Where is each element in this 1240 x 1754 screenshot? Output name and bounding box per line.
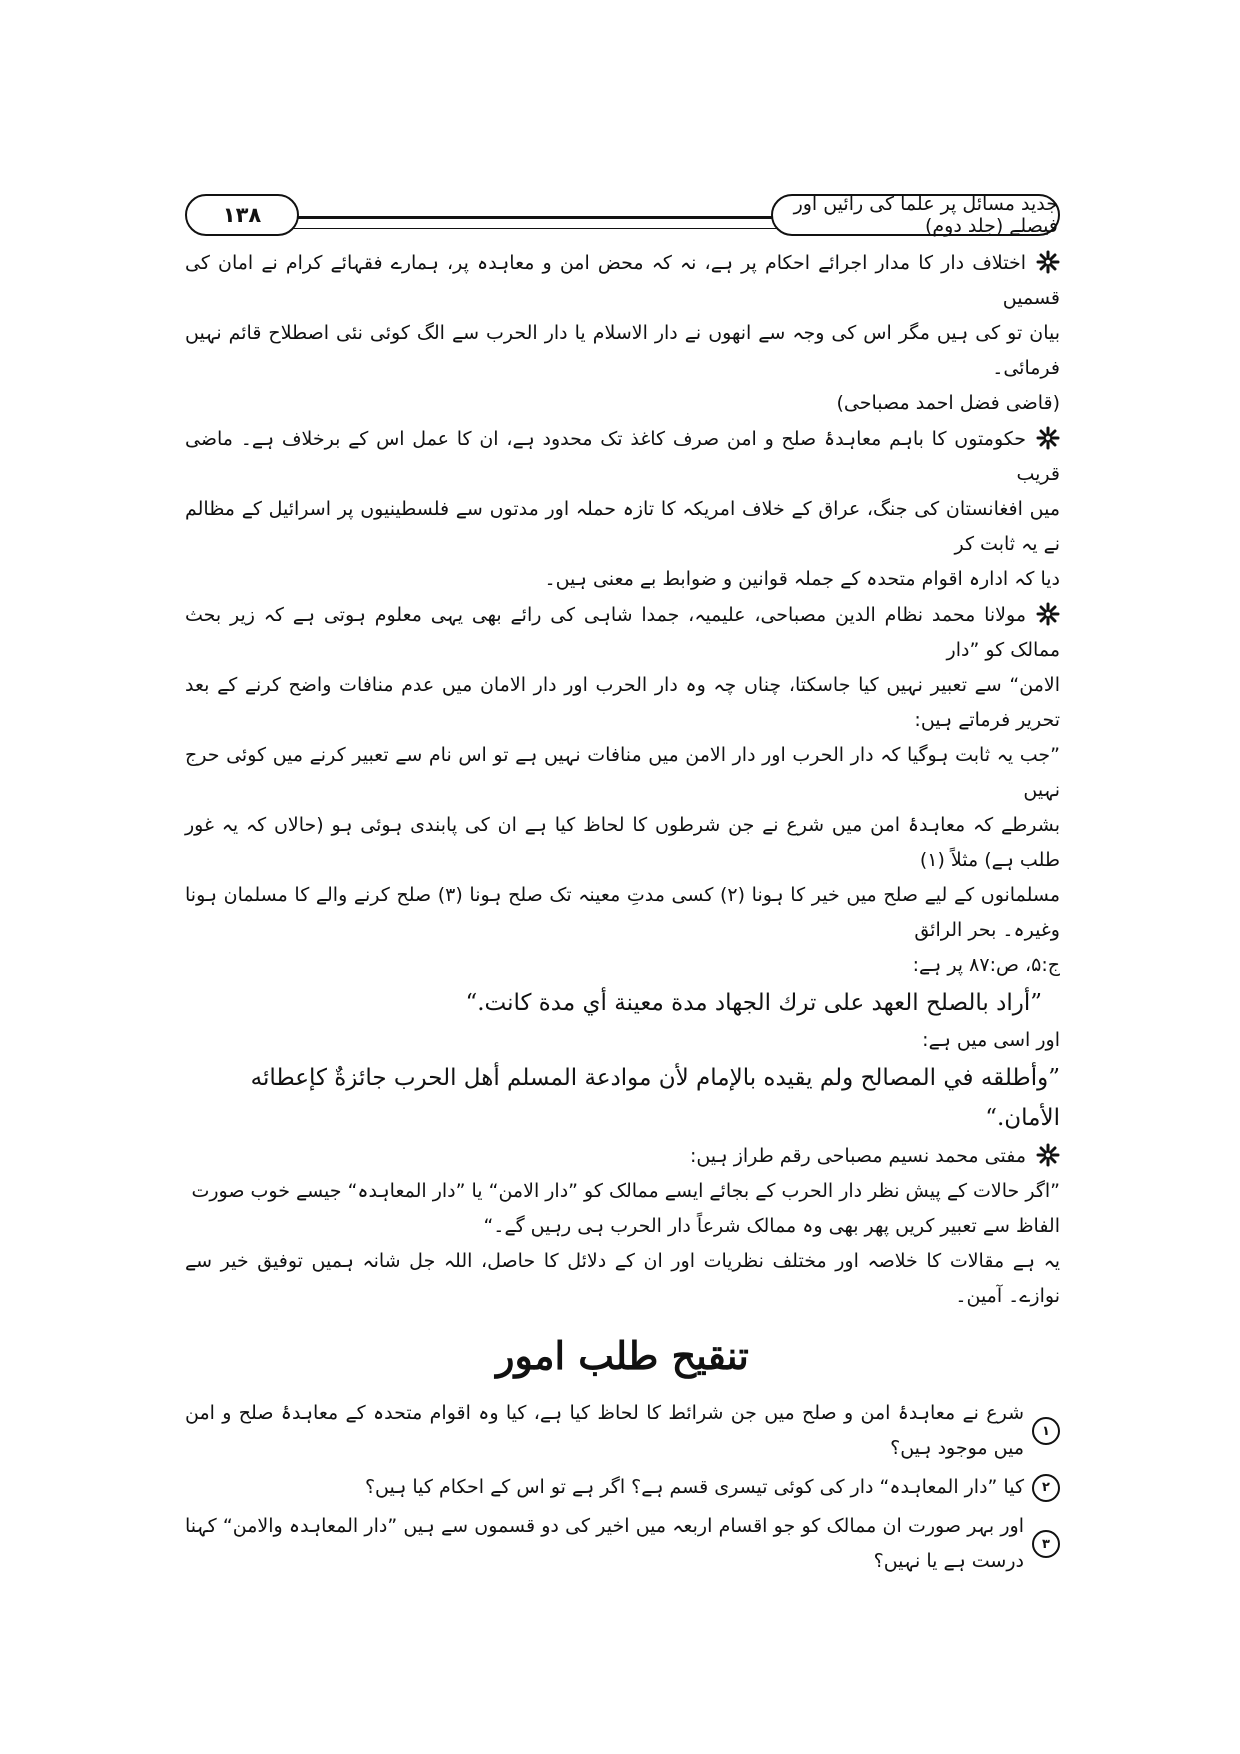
star-bullet-icon — [1036, 421, 1060, 456]
page-header — [185, 190, 1060, 236]
section-heading: تنقیح طلب امور — [496, 1333, 749, 1378]
paragraph-line: ج:۵، ص:۸۷ پر ہے: — [912, 954, 1060, 976]
quote-paragraph — [185, 738, 1060, 983]
connector-text: اور اسی میں ہے: — [922, 1029, 1060, 1051]
star-bullet-icon — [1036, 1138, 1060, 1173]
question-text: اور بہر صورت ان ممالک کو جو اقسام اربعہ میں اخیر کی دو قسموں سے ہیں ”دار المعاہدہ والامن“ کہنا درست ہے یا نہیں؟ — [185, 1515, 1024, 1572]
header-rule — [285, 216, 785, 229]
paragraph-line: دیا کہ ادارہ اقوام متحدہ کے جملہ قوانین و ضوابط بے معنی ہیں۔ — [544, 568, 1060, 590]
signature: (قاضی فضل احمد مصباحی) — [836, 392, 1060, 414]
arabic-quote-2-line: ”وأطلقه في المصالح ولم يقيده بالإمام لأن موادعة المسلم أهل الحرب جائزةٌ كإعطائه — [250, 1065, 1060, 1091]
paragraph-line: بیان تو کی ہیں مگر اس کی وجہ سے انھوں نے دار الاسلام یا دار الحرب سے الگ کوئی نئی اصطلاح قائم نہیں فرمائی۔ — [185, 322, 1060, 379]
paragraph-line: الامن“ سے تعبیر نہیں کیا جاسکتا، چناں چہ وہ دار الحرب اور دار الامان میں عدم منافات واضح کرنے کے بعد تحریر فرماتے ہیں: — [185, 674, 1060, 731]
question-text: کیا ”دار المعاہدہ“ دار کی کوئی تیسری قسم ہے؟ اگر ہے تو اس کے احکام کیا ہیں؟ — [364, 1476, 1024, 1498]
arabic-quote-1: ”أراد بالصلح العهد على ترك الجهاد مدة معينة أي مدة كانت.“ — [465, 990, 1042, 1016]
star-bullet-icon — [1036, 245, 1060, 280]
paragraph-3 — [185, 597, 1060, 738]
paragraph-2 — [185, 421, 1060, 597]
paragraph-line: ”اگر حالات کے پیش نظر دار الحرب کے بجائے ایسے ممالک کو ”دار الامن“ یا ”دار المعاہدہ“ جیسے خوب صورت — [191, 1180, 1060, 1202]
question-number: ۳ — [1032, 1530, 1060, 1558]
paragraph-line: بشرطے کہ معاہدۂ امن میں شرع نے جن شرطوں کا لحاظ کیا ہے ان کی پابندی ہوئی ہو (حالاں کہ یہ غور طلب ہے) مثلاً (۱) — [185, 814, 1060, 871]
paragraph-line: میں افغانستان کی جنگ، عراق کے خلاف امریکہ کا تازہ حملہ اور مدتوں سے فلسطینیوں پر اسرائیل کے مظالم نے یہ ثابت کر — [185, 498, 1060, 555]
question-number: ۱ — [1032, 1417, 1060, 1445]
paragraph-line: ”جب یہ ثابت ہوگیا کہ دار الحرب اور دار الامن میں منافات نہیں ہے تو اس نام سے تعبیر کرنے میں کوئی حرج نہیں — [185, 744, 1060, 801]
questions-list — [185, 1396, 1060, 1579]
star-bullet-icon — [1036, 597, 1060, 632]
book-title: جدید مسائل پر علما کی رائیں اور فیصلے (جلد دوم) — [771, 194, 1060, 236]
page-body — [185, 245, 1060, 1579]
paragraph-line: مفتی محمد نسیم مصباحی رقم طراز ہیں: — [689, 1145, 1026, 1167]
paragraph-line: مولانا محمد نظام الدین مصباحی، علیمیہ، جمدا شاہی کی رائے بھی یہی معلوم ہوتی ہے کہ زیر بحث ممالک کو ”دار — [185, 604, 1060, 661]
question-number: ۲ — [1032, 1474, 1060, 1502]
arabic-quote-2-line: الأمان.“ — [985, 1105, 1060, 1131]
closing-text: یہ ہے مقالات کا خلاصہ اور مختلف نظریات اور ان کے دلائل کا حاصل، اللہ جل شانہ ہمیں توفیق خیر سے نوازے۔ آمین۔ — [185, 1250, 1060, 1307]
paragraph-line: الفاظ سے تعبیر کریں پھر بھی وہ ممالک شرعاً دار الحرب ہی رہیں گے۔“ — [483, 1215, 1060, 1237]
question-text: شرع نے معاہدۂ امن و صلح میں جن شرائط کا لحاظ کیا ہے، کیا وہ اقوام متحدہ کے معاہدۂ صلح و امن میں موجود ہیں؟ — [185, 1402, 1024, 1459]
paragraph-line: اختلاف دار کا مدار اجرائے احکام پر ہے، نہ کہ محض امن و معاہدہ پر، ہمارے فقہائے کرام نے امان کی قسمیں — [185, 252, 1060, 309]
paragraph-line: حکومتوں کا باہم معاہدۂ صلح و امن صرف کاغذ تک محدود ہے، ان کا عمل اس کے برخلاف ہے۔ ماضی قریب — [185, 428, 1060, 485]
question-item — [185, 1470, 1060, 1505]
question-item — [185, 1509, 1060, 1579]
paragraph-1 — [185, 245, 1060, 421]
question-item — [185, 1396, 1060, 1466]
paragraph-mufti — [185, 1138, 1060, 1244]
paragraph-line: مسلمانوں کے لیے صلح میں خیر کا ہونا (۲) کسی مدتِ معینہ تک صلح ہونا (۳) صلح کرنے والے کا مسلمان ہونا وغیرہ۔ بحر الرائق — [185, 884, 1060, 941]
page-number: ۱۳۸ — [185, 194, 299, 236]
